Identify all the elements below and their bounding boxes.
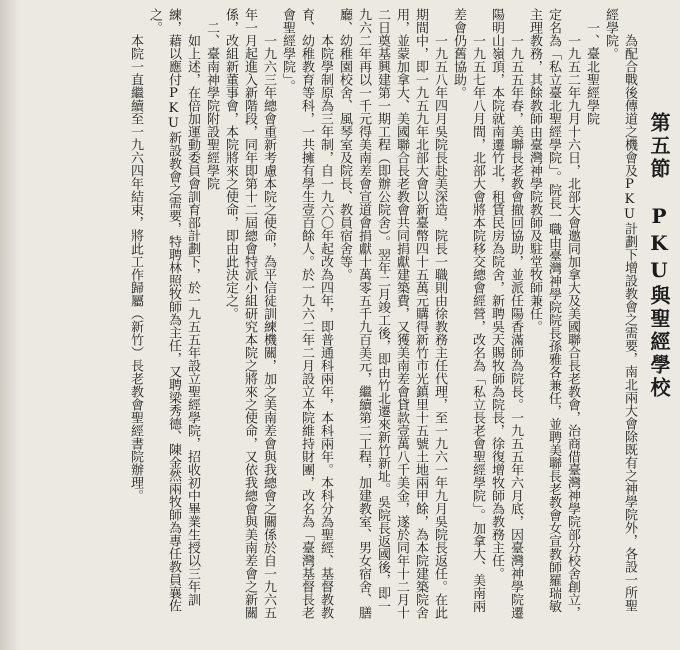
paragraph: 本院一直繼續至一九六四年結束，將此工作歸屬（新竹）長老教會聖經書院辦理。 <box>128 34 143 502</box>
paragraph: 一九五七年八月間，北部大會將本院移交總會經營，改名為「私立長老會聖經學院」。加拿大、美南兩差會仍舊協助。 <box>451 8 485 613</box>
paragraph: 一九五八年四月吳院長赴美深造，院長一職則由徐教務主任代理，至一九六一年九月吳院長返任。在此期間中，即一九五九年北部大會以新臺幣四十五萬元購得新竹市光鎮里十五號土地兩甲餘，為本院建築院舍用，並蒙加拿大、美國聯合長老教會共同捐獻建築費，又獲美南差會貸款壹萬八千美金，遂於同年十二月十二日奠基興建第一期工程（即辦公院舍）。翌年二月竣工後，即由竹北遷來新竹新址。吳院長返國後，即一九六二年再以一千元得美南差會宣道會捐獻十萬零五千九百美元，繼續第二工程，加建教室、男女宿舍、膳廳、幼稚園校舍、風琴室及院長、教員宿舍等。 <box>337 8 447 619</box>
subsection-title-taipei: 一、臺北聖經學院 <box>584 21 599 125</box>
subsection-title-tainan: 二、臺南神學院附設聖經學院 <box>204 21 219 190</box>
paragraph: 一九五五年春，美聯長老教會撤回協助，並派任陽香滿師為院長。一九五五年六月底，因臺灣神學院遷陽明山嶺頂，本院就南遷竹北，租賃民房為院舍，新聘吳天賜牧師為院長，徐復增牧師為教務主任。 <box>489 8 523 619</box>
vertical-text-block <box>72 8 672 620</box>
section-heading: 第五節 PKU與聖經學校 <box>647 112 671 400</box>
paragraph: 一九五二年九月十六日，北部大會邀同加拿大及美國聯合長老教會，治商借臺灣神學院部分校舍創立，定名為「私立臺北聖經學院」。院長一職由臺灣神學院院長孫雅各兼任，並聘美聯長老教會女宣教師羅瑞敏主理教務，其餘教師由臺灣神學院教師及駐堂牧師兼任。 <box>527 8 580 619</box>
paragraph: 一九六三年總會重新考慮本院之使命，為平信徒訓練機關，加之美南差會與我總會之關係於自一九六五年一月起進入新階段，同年即第十二屆總會特派小組研究本院之將來之使命，又依我總會與美南差會之新關係，改組新董事會，本院將來之使命，即由此決定之。 <box>223 8 276 619</box>
paragraph: 本院學制原為三年制，自一九六〇年起改為四年，即普通科兩年，本科兩年。本科分為聖經、基督教教育、幼稚教育等科，一共擁有學生壹百餘人。於一九六二年二月設立本院維持財團，改名為「臺灣基督長老會聖經學院」。 <box>280 8 333 619</box>
paragraph: 如上述，在倍加運動委員會訓育部計劃下，於一九五五年設立聖經學院，招收初中畢業生授以三年訓練，藉以應付PKU新設教會之需要，特聘林照牧師為主任，又聘梁秀德、陳金然兩牧師為專任教員襄佐之。 <box>147 8 200 612</box>
intro-paragraph: 為配合戰後傳道之機會及PKU計劃下增設教會之需要，南北兩大會除既有之神學院外，各設一所聖經學院。 <box>603 8 637 612</box>
